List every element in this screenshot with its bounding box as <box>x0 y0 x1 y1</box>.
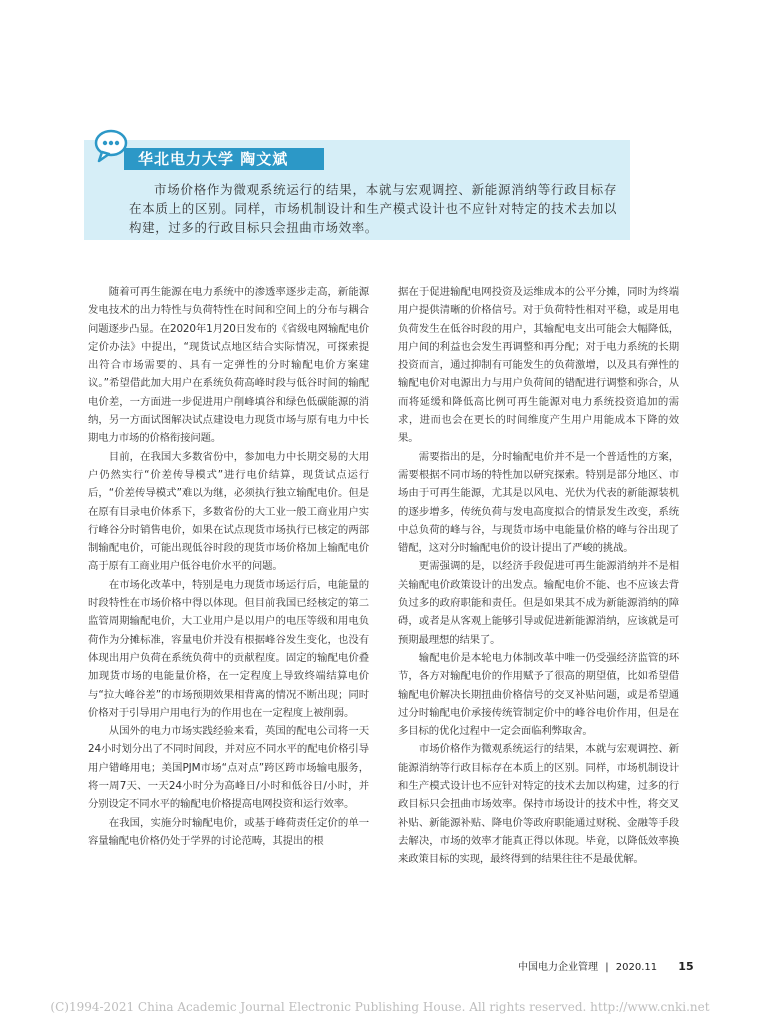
paragraph: 从国外的电力市场实践经验来看，英国的配电公司将一天24小时划分出了不同时间段，并对应不同水平的配电价格引导用户错峰用电；美国PJM市场“点对点”跨区跨市场输电服务，将一周7天、一天24小时分为高峰日/小时和低谷日/小时，并分别设定不同水平的输配电价格提高电网投资和运行效率。 <box>88 725 369 811</box>
paragraph: 更需强调的是，以经济手段促进可再生能源消纳并不是相关输配电价政策设计的出发点。输配电价不能、也不应该去背负过多的政府职能和责任。但是如果其不成为新能源消纳的障碍，或者是从客观上能够引导或促进新能源消纳，应该就是可预期最理想的结果了。 <box>398 560 679 646</box>
abstract-text: 市场价格作为微观系统运行的结果，本就与宏观调控、新能源消纳等行政目标存在本质上的区别。同样，市场机制设计和生产模式设计也不应针对特定的技术去加以构建，过多的行政目标只会扭曲市场效率。 <box>129 182 617 235</box>
paragraph: 市场价格作为微观系统运行的结果，本就与宏观调控、新能源消纳等行政目标存在本质上的区别。同样，市场机制设计和生产模式设计也不应针对特定的技术去加以构建，过多的行政目标只会扭曲市场效率。保持市场设计的技术中性，将交叉补贴、新能源补贴、降电价等政府职能通过财税、金融等手段去解决，市场的效率才能真正得以体现。毕竟，以降低效率换来政策目标的实现，最终得到的结果往往不是最优解。 <box>398 743 679 866</box>
author-name: 华北电力大学 陶文斌 <box>138 150 289 168</box>
left-column <box>88 283 369 850</box>
paragraph: 在我国，实施分时输配电价，或基于峰荷责任定价的单一容量输配电价格仍处于学界的讨论范畴，其提出的根 <box>88 816 369 847</box>
footer <box>518 958 694 973</box>
right-column <box>398 283 679 869</box>
paragraph: 输配电价是本轮电力体制改革中唯一仍受强经济监管的环节，各方对输配电价的作用赋予了很高的期望值，比如希望借输配电价解决长期扭曲价格信号的交叉补贴问题，或是希望通过分时输配电价承接传统管制定价中的峰谷电价作用，但是在多目标的优化过程中一定会面临利弊取舍。 <box>398 651 679 738</box>
copyright-watermark: (C)1994-2021 China Academic Journal Electronic Publishing House. All rights reserved. http://www.cnki.net <box>50 1000 710 1014</box>
journal-name: 中国电力企业管理 <box>518 962 598 973</box>
paragraph: 随着可再生能源在电力系统中的渗透率逐步走高，新能源发电技术的出力特性与负荷特性在时间和空间上的分布与耦合问题逐步凸显。在2020年1月20日发布的《省级电网输配电价定价办法》中提出，“现货试点地区结合实际情况，可探索提出符合市场需要的、具有一定弹性的分时输配电价方案建议。”希望借此加大用户在系统负荷高峰时段与低谷时间的输配电价差，一方面进一步促进用户削峰填谷和绿色低碳能源的消纳，另一方面试图解决试点建设电力现货市场与原有电力中长期电力市场的价格衔接问题。 <box>88 286 369 445</box>
paragraph: 需要指出的是，分时输配电价并不是一个普适性的方案，需要根据不同市场的特性加以研究探索。特别是部分地区、市场由于可再生能源，尤其是以风电、光伏为代表的新能源装机的逐步增多，传统负荷与发电高度拟合的情景发生改变，系统中总负荷的峰与谷，与现货市场中电能量价格的峰与谷出现了错配，这对分时输配电价的设计提出了严峻的挑战。 <box>398 450 679 555</box>
footer-separator: | <box>605 962 609 973</box>
paragraph: 据在于促进输配电网投资及运维成本的公平分摊，同时为终端用户提供清晰的价格信号。对于负荷特性相对平稳，或是用电负荷发生在低谷时段的用户，其输配电支出可能会大幅降低，用户间的利益也会发生再调整和再分配；对于电力系统的长期投资而言，通过抑制有可能发生的负荷激增，以及具有弹性的输配电价对电源出力与用户负荷间的错配进行调整和弥合，从而将延缓和降低高比例可再生能源对电力系统投资追加的需求，进而也会在更长的时间维度产生用户用能成本下降的效果。 <box>398 286 679 445</box>
paragraph: 目前，在我国大多数省份中，参加电力中长期交易的大用户仍然实行“价差传导模式”进行电价结算，现货试点运行后，“价差传导模式”难以为继，必须执行独立输配电价。但是在原有目录电价体系下，多数省份的大工业一般工商业用户实行峰谷分时销售电价，如果在试点现货市场执行已核定的两部制输配电价，可能出现低谷时段的现货市场价格加上输配电价高于原有工商业用户低谷电价水平的问题。 <box>88 450 369 573</box>
paragraph: 在市场化改革中，特别是电力现货市场运行后，电能量的时段特性在市场价格中得以体现。但目前我国已经核定的第二监管周期输配电价，大工业用户是以用户的电压等级和用电负荷作为分摊标准，容量电价并没有根据峰谷发生变化，也没有体现出用户负荷在系统负荷中的贡献程度。固定的输配电价叠加现货市场的电能量价格，在一定程度上导致终端结算电价与“拉大峰谷差”的市场预期效果相背离的情况不断出现；同时价格对于引导用户用电行为的作用也在一定程度上被削弱。 <box>88 578 369 719</box>
page-number: 15 <box>678 960 694 973</box>
issue-number: 2020.11 <box>615 962 658 973</box>
abstract <box>129 180 617 237</box>
